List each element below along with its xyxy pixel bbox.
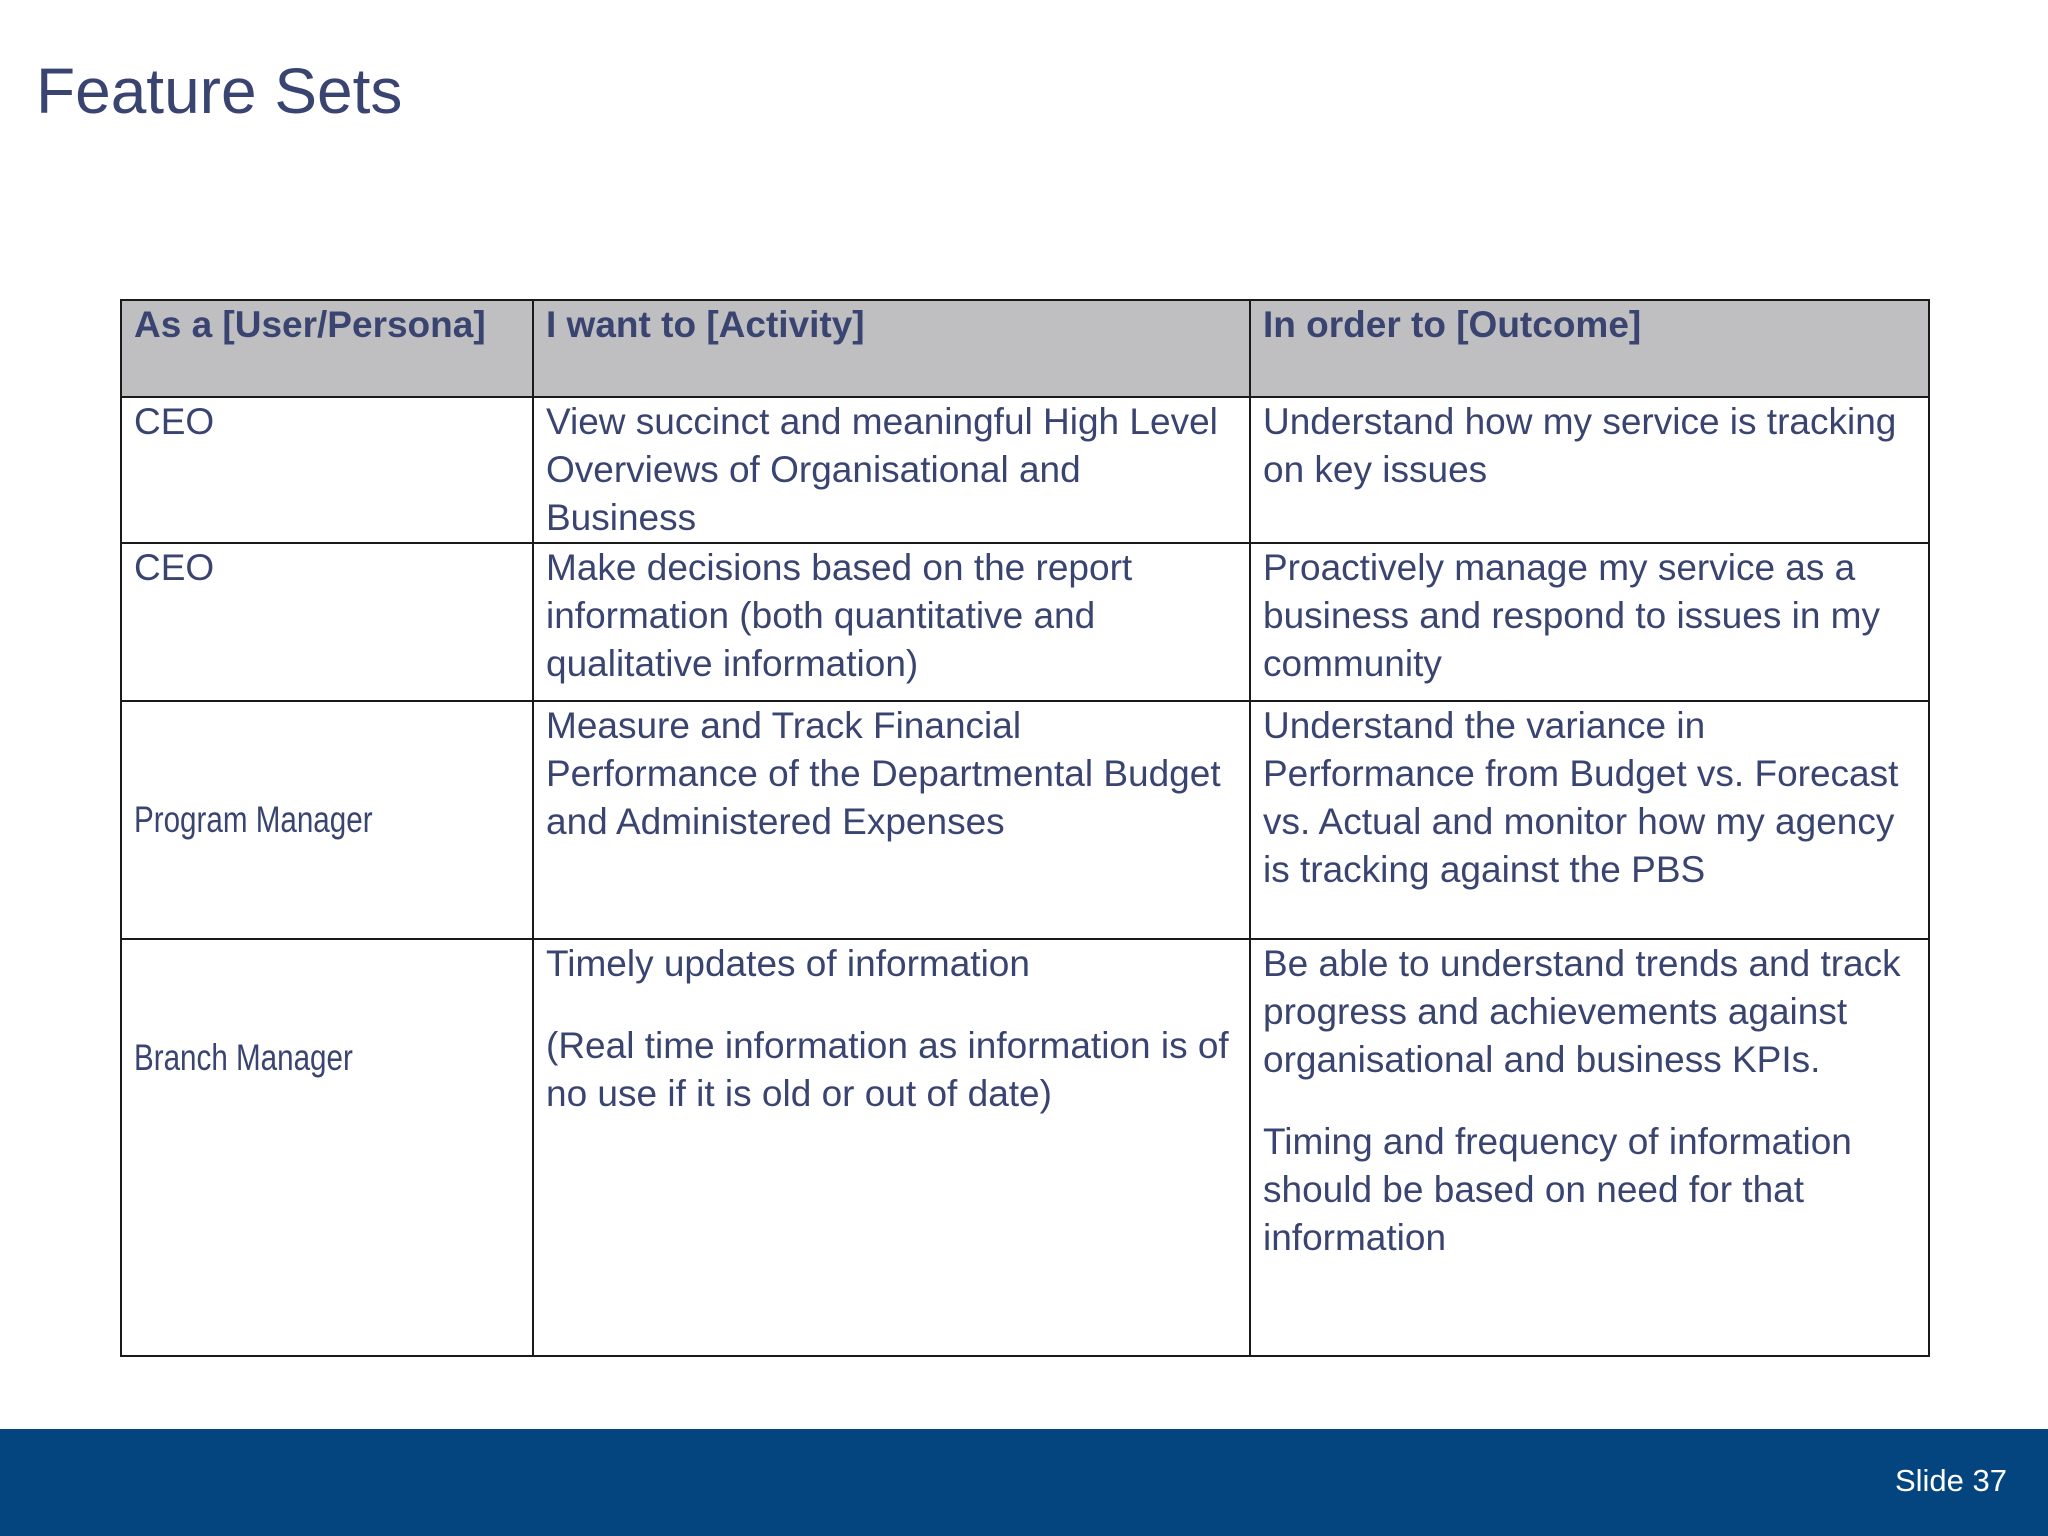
activity-text: Make decisions based on the report information (both quantitative and qualitative information) [546,547,1133,684]
activity-cell [533,939,1250,1356]
activity-text: (Real time information as information is of no use if it is old or out of date) [546,1025,1229,1114]
persona-cell [121,701,533,939]
outcome-text: Be able to understand trends and track progress and achievements against organisational and business KPIs. [1263,943,1901,1080]
persona-text: CEO [134,547,215,588]
slide-number: Slide 37 [1894,1463,2007,1498]
persona-cell [121,939,533,1356]
outcome-text: Understand how my service is tracking on key issues [1263,401,1897,490]
table-row [121,543,1929,701]
persona-text: CEO [134,401,215,442]
outcome-cell [1250,543,1929,701]
feature-sets-table [120,299,1930,1357]
table-row [121,701,1929,939]
activity-text: View succinct and meaningful High Level Overviews of Organisational and Business [546,401,1218,538]
outcome-cell [1250,397,1929,543]
outcome-cell [1250,939,1929,1356]
table-row [121,397,1929,543]
outcome-text: Proactively manage my service as a business and respond to issues in my community [1263,547,1881,684]
table-row [121,939,1929,1356]
header-outcome: In order to [Outcome] [1250,300,1929,397]
activity-cell [533,701,1250,939]
persona-text: Branch Manager [134,1037,353,1078]
activity-text: Timely updates of information [546,943,1030,984]
header-persona: As a [User/Persona] [121,300,533,397]
slide-title: Feature Sets [36,55,403,127]
outcome-text: Timing and frequency of information should be based on need for that information [1263,1121,1852,1258]
persona-cell [121,397,533,543]
footer-bar [0,1429,2048,1536]
outcome-cell [1250,701,1929,939]
header-activity: I want to [Activity] [533,300,1250,397]
persona-cell [121,543,533,701]
outcome-text: Understand the variance in Performance from Budget vs. Forecast vs. Actual and monitor how my agency is tracking against the PBS [1263,705,1899,890]
activity-cell [533,543,1250,701]
activity-text: Measure and Track Financial Performance of the Departmental Budget and Administered Expenses [546,705,1221,842]
activity-cell [533,397,1250,543]
persona-text: Program Manager [134,799,373,840]
table-header-row [121,300,1929,397]
